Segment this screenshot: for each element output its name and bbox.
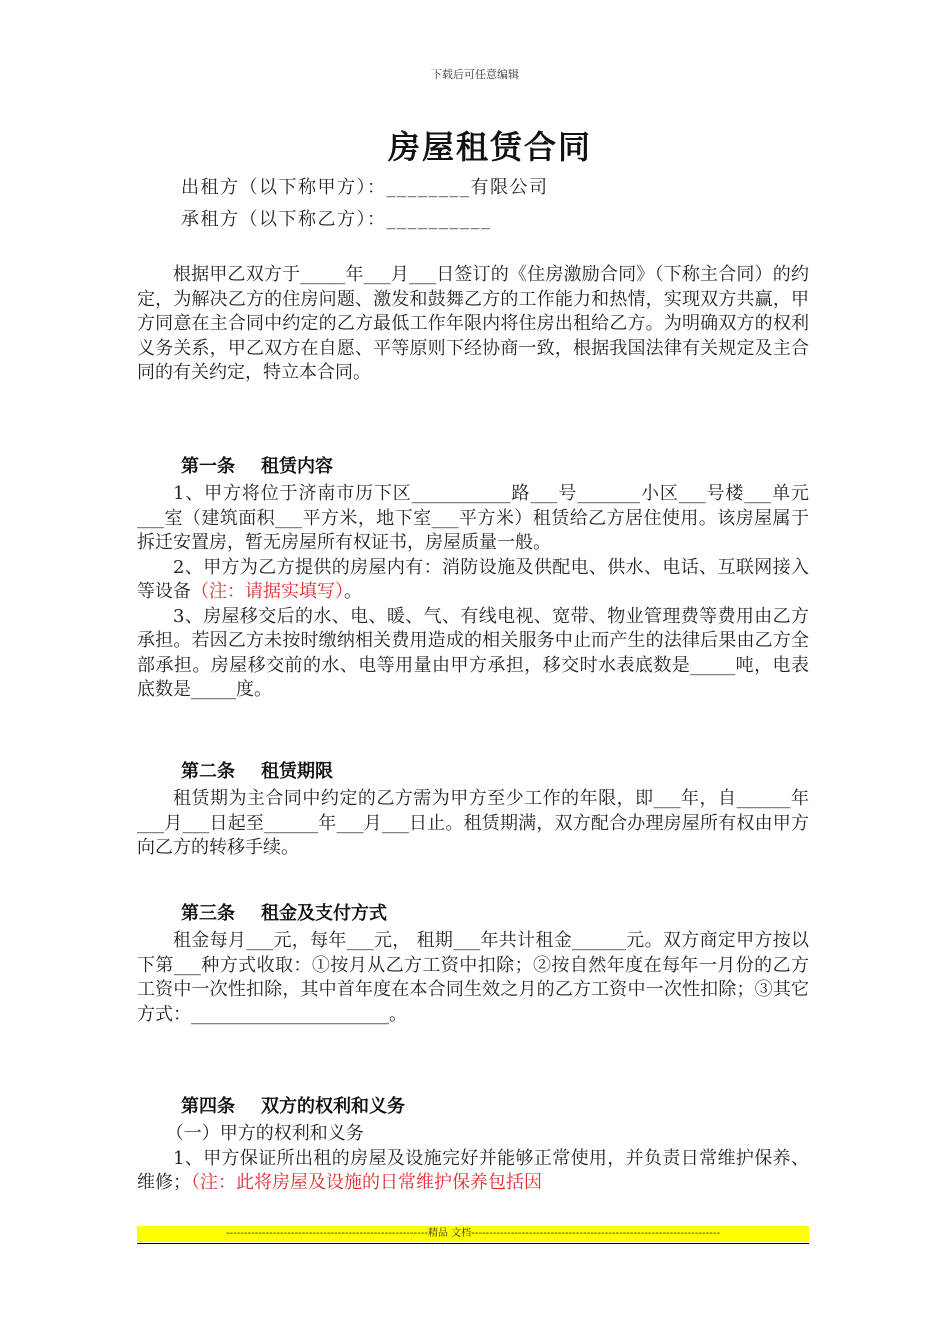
- article-1-item-3: 3、房屋移交后的水、电、暖、气、有线电视、宽带、物业管理费等费用由乙方承担。若因乙方未按时缴纳相关费用造成的相关服务中止而产生的法律后果由乙方全部承担。房屋移交前的水、电等用量由甲方承担，移交时水表底数是_____吨，电表底数是_____度。: [137, 605, 809, 700]
- article-3-heading: [181, 899, 387, 925]
- article-1-heading: [181, 452, 333, 478]
- article-3-item-1: 租金每月___元，每年___元， 租期___年共计租金______元。双方商定甲方按以下第___种方式收取：①按月从乙方工资中扣除；②按自然年度在每年一月份的乙方工资中一次性扣除，其中首年度在本合同生效之月的乙方工资中一次性扣除；③其它方式：______________________。: [137, 930, 810, 1025]
- article-2-item-1: 租赁期为主合同中约定的乙方需为甲方至少工作的年限，即___年，自______年___月___日起至______年___月___日止。租赁期满，双方配合办理房屋所有权由甲方向乙方的转移手续。: [137, 788, 809, 858]
- footer-rule: [137, 1243, 809, 1244]
- article-1-name: 租赁内容: [261, 456, 333, 477]
- article-1-number: 第一条: [181, 456, 235, 477]
- page-top-note: 下载后可任意编辑: [431, 68, 519, 81]
- article-3-name: 租金及支付方式: [261, 903, 387, 924]
- article-2-name: 租赁期限: [261, 761, 333, 782]
- lessee-line: 承租方（以下称乙方）：__________: [181, 209, 492, 230]
- article-3-body: [137, 929, 809, 1027]
- article-4-subheading: （一）甲方的权利和义务: [165, 1123, 364, 1144]
- contract-title: 房屋租赁合同: [387, 128, 592, 166]
- article-1-body: [137, 482, 809, 703]
- article-4-item-1: 1、甲方保证所出租的房屋及设施完好并能够正常使用，并负责日常维护保养、维修；（注：此将房屋及设施的日常维护保养包括因: [137, 1147, 809, 1193]
- article-4-body: [137, 1122, 809, 1196]
- maintenance-note: （注：此将房屋及设施的日常维护保养包括因: [191, 1172, 542, 1193]
- article-3-number: 第三条: [181, 903, 235, 924]
- lessor-line: 出租方（以下称甲方）：________有限公司: [181, 177, 549, 198]
- fill-in-note: （注：请据实填写）: [191, 581, 344, 602]
- article-2-heading: [181, 757, 333, 783]
- article-1-item-1: 1、甲方将位于济南市历下区___________路___号_______小区___号楼___单元___室（建筑面积___平方米，地下室___平方米）租赁给乙方居住使用。该房屋属于拆迁安置房，暂无房屋所有权证书，房屋质量一般。: [137, 483, 809, 553]
- article-4-name: 双方的权利和义务: [261, 1096, 405, 1117]
- footer-banner: --------------------------------------------------------精品 文档---------------------------------------------------------------------: [137, 1226, 809, 1242]
- article-2-number: 第二条: [181, 761, 235, 782]
- intro-section: [137, 263, 809, 386]
- intro-paragraph: 根据甲乙双方于_____年___月___日签订的《住房激励合同》（下称主合同）的约定，为解决乙方的住房问题、激发和鼓舞乙方的工作能力和热情，实现双方共赢，甲方同意在主合同中约定的乙方最低工作年限内将住房出租给乙方。为明确双方的权利义务关系，甲乙双方在自愿、平等原则下经协商一致，根据我国法律有关规定及主合同的有关约定，特立本合同。: [137, 264, 809, 383]
- article-2-body: [137, 787, 809, 861]
- article-1-item-2: 2、甲方为乙方提供的房屋内有：消防设施及供配电、供水、电话、互联网接入等设备（注：请据实填写）。: [137, 556, 809, 602]
- article-4-number: 第四条: [181, 1096, 235, 1117]
- article-4-heading: [181, 1092, 405, 1118]
